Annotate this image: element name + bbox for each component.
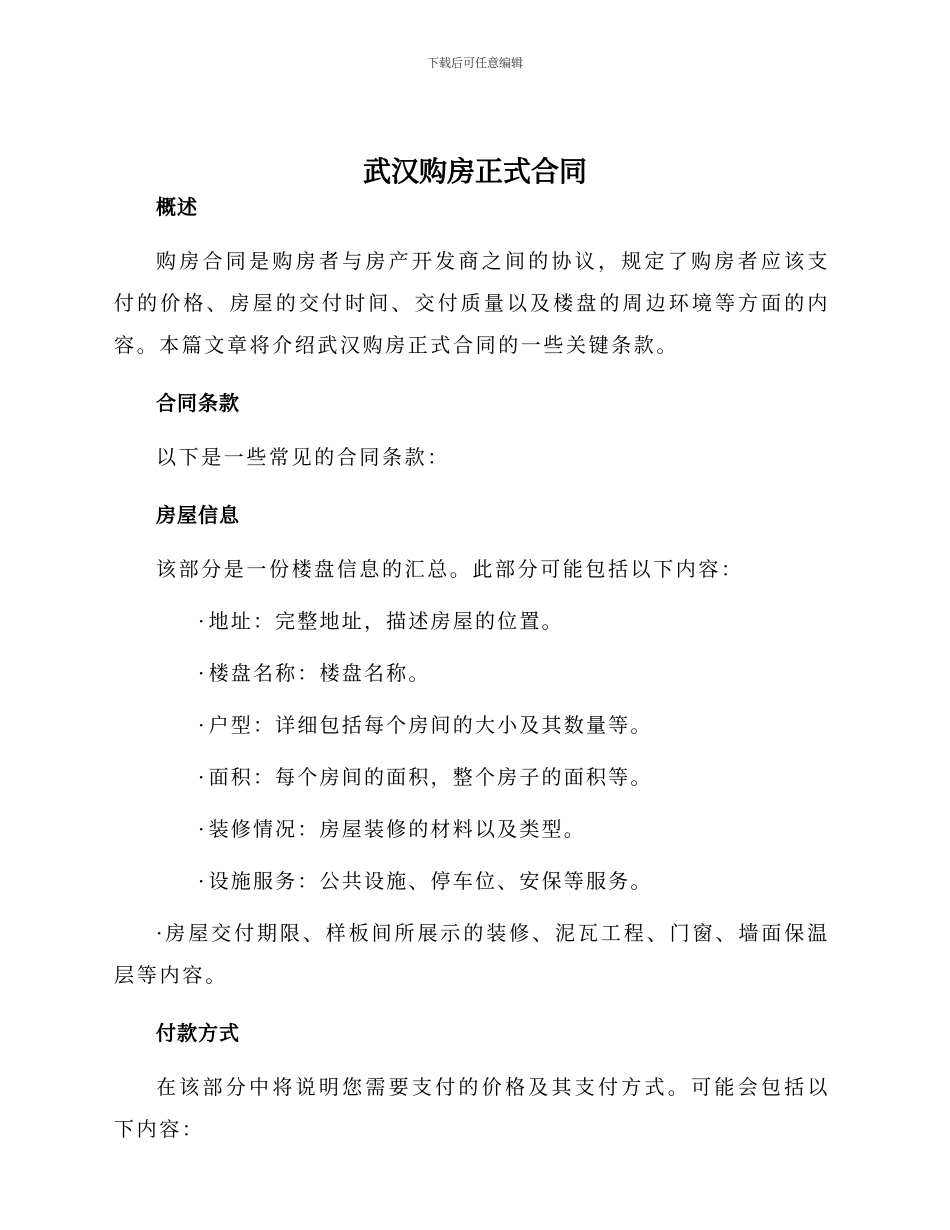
bullet-glyph: ·: [198, 661, 207, 685]
section-heading-house-info: 房屋信息: [156, 503, 240, 527]
list-item-text: 面积：每个房间的面积，整个房子的面积等。: [208, 765, 653, 789]
list-item-text: 装修情况：房屋装修的材料以及类型。: [208, 817, 586, 841]
bullet-glyph: ·: [198, 817, 207, 841]
list-item: [114, 600, 830, 642]
list-item: [114, 704, 830, 746]
clauses-paragraph: 以下是一些常见的合同条款：: [156, 445, 450, 469]
bullet-glyph: ·: [198, 869, 207, 893]
list-item-text: 地址：完整地址，描述房屋的位置。: [208, 609, 564, 633]
section-heading-clauses: 合同条款: [156, 391, 240, 415]
list-item: [114, 652, 830, 694]
list-item-text: 楼盘名称：楼盘名称。: [208, 661, 431, 685]
house-info-paragraph: 该部分是一份楼盘信息的汇总。此部分可能包括以下内容：: [156, 557, 744, 581]
document-title: 武汉购房正式合同: [362, 155, 587, 188]
header-note: 下载后可任意编辑: [426, 56, 523, 70]
list-item-text: 设施服务：公共设施、停车位、安保等服务。: [208, 869, 653, 893]
bullet-glyph: ·: [198, 765, 207, 789]
list-item: [114, 808, 830, 850]
bullet-glyph: ·: [198, 713, 207, 737]
list-item-text: 房屋交付期限、样板间所展示的装修、泥瓦工程、门窗、墙面保温层等内容。: [114, 921, 830, 987]
section-heading-overview: 概述: [156, 195, 198, 219]
section-heading-payment: 付款方式: [156, 1021, 240, 1045]
list-item: [114, 912, 830, 996]
document-body: [114, 192, 830, 1150]
bullet-glyph: ·: [156, 921, 166, 945]
list-item-text: 户型：详细包括每个房间的大小及其数量等。: [208, 713, 653, 737]
list-item: [114, 756, 830, 798]
bullet-glyph: ·: [198, 609, 207, 633]
list-item: [114, 860, 830, 902]
payment-paragraph: 在该部分中将说明您需要支付的价格及其支付方式。可能会包括以下内容：: [114, 1075, 830, 1141]
overview-paragraph: 购房合同是购房者与房产开发商之间的协议，规定了购房者应该支付的价格、房屋的交付时间、交付质量以及楼盘的周边环境等方面的内容。本篇文章将介绍武汉购房正式合同的一些关键条款。: [114, 249, 830, 357]
